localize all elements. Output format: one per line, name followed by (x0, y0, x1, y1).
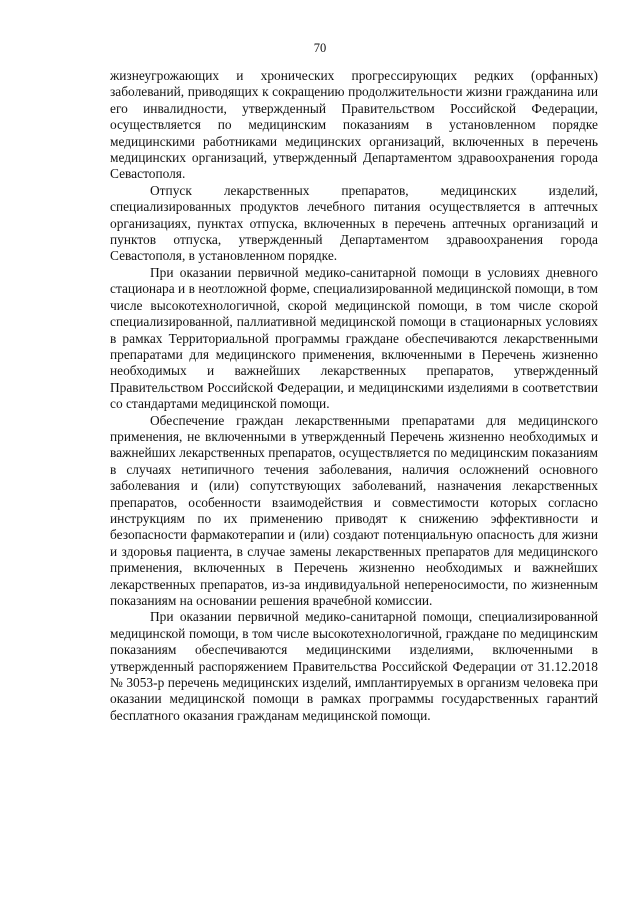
paragraph-dispensing: Отпуск лекарственных препаратов, медицинских изделий, специализированных продуктов лечебного питания осуществляется в аптечных организациях, пунктах отпуска, включенных в перечень аптечных организаций и пунктов отпуска, утвержденный Департаментом здравоохранения города Севастополя, в установленном порядке. (110, 182, 598, 264)
paragraph-non-listed-drugs: Обеспечение граждан лекарственными препаратами для медицинского применения, не включенными в утвержденный Перечень жизненно необходимых и важнейших лекарственных препаратов, осуществляется по медицинским показаниям в случаях нетипичного течения заболевания, наличия осложнений основного заболевания и (или) сопутствующих заболеваний, назначения лекарственных препаратов, особенности взаимодействия и совместимости которых согласно инструкциям по их применению приводят к снижению эффективности и безопасности фармакотерапии и (или) создают потенциальную опасность для жизни и здоровья пациента, в случае замены лекарственных препаратов для медицинского применения, включенных в Перечень жизненно необходимых и важнейших лекарственных препаратов, из-за индивидуальной непереносимости, по жизненным показаниям на основании решения врачебной комиссии. (110, 412, 598, 608)
paragraph-continuation: жизнеугрожающих и хронических прогрессирующих редких (орфанных) заболеваний, приводящих к сокращению продолжительности жизни гражданина или его инвалидности, утвержденный Правительством Российской Федерации, осуществляется по медицинским показаниям в установленном порядке медицинскими работниками медицинских организаций, включенных в перечень медицинских организаций, утвержденный Департаментом здравоохранения города Севастополя. (110, 68, 598, 182)
document-body (110, 68, 598, 724)
paragraph-inpatient-provision: При оказании первичной медико-санитарной помощи в условиях дневного стационара и в неотложной форме, специализированной медицинской помощи, в том числе высокотехнологичной, скорой медицинской помощи, в том числе скорой специализированной, паллиативной медицинской помощи в стационарных условиях в рамках Территориальной программы граждане обеспечиваются лекарственными препаратами для медицинского применения, включенными в Перечень жизненно необходимых и важнейших лекарственных препаратов, утвержденный Правительством Российской Федерации, и медицинскими изделиями в соответствии со стандартами медицинской помощи. (110, 264, 598, 412)
page-number: 70 (313, 41, 327, 55)
paragraph-medical-devices: При оказании первичной медико-санитарной помощи, специализированной медицинской помощи, в том числе высокотехнологичной, граждане по медицинским показаниям обеспечиваются медицинскими изделиями, включенными в утвержденный распоряжением Правительства Российской Федерации от 31.12.2018 № 3053-р перечень медицинских изделий, имплантируемых в организм человека при оказании медицинской помощи в рамках программы государственных гарантий бесплатного оказания гражданам медицинской помощи. (110, 609, 598, 723)
